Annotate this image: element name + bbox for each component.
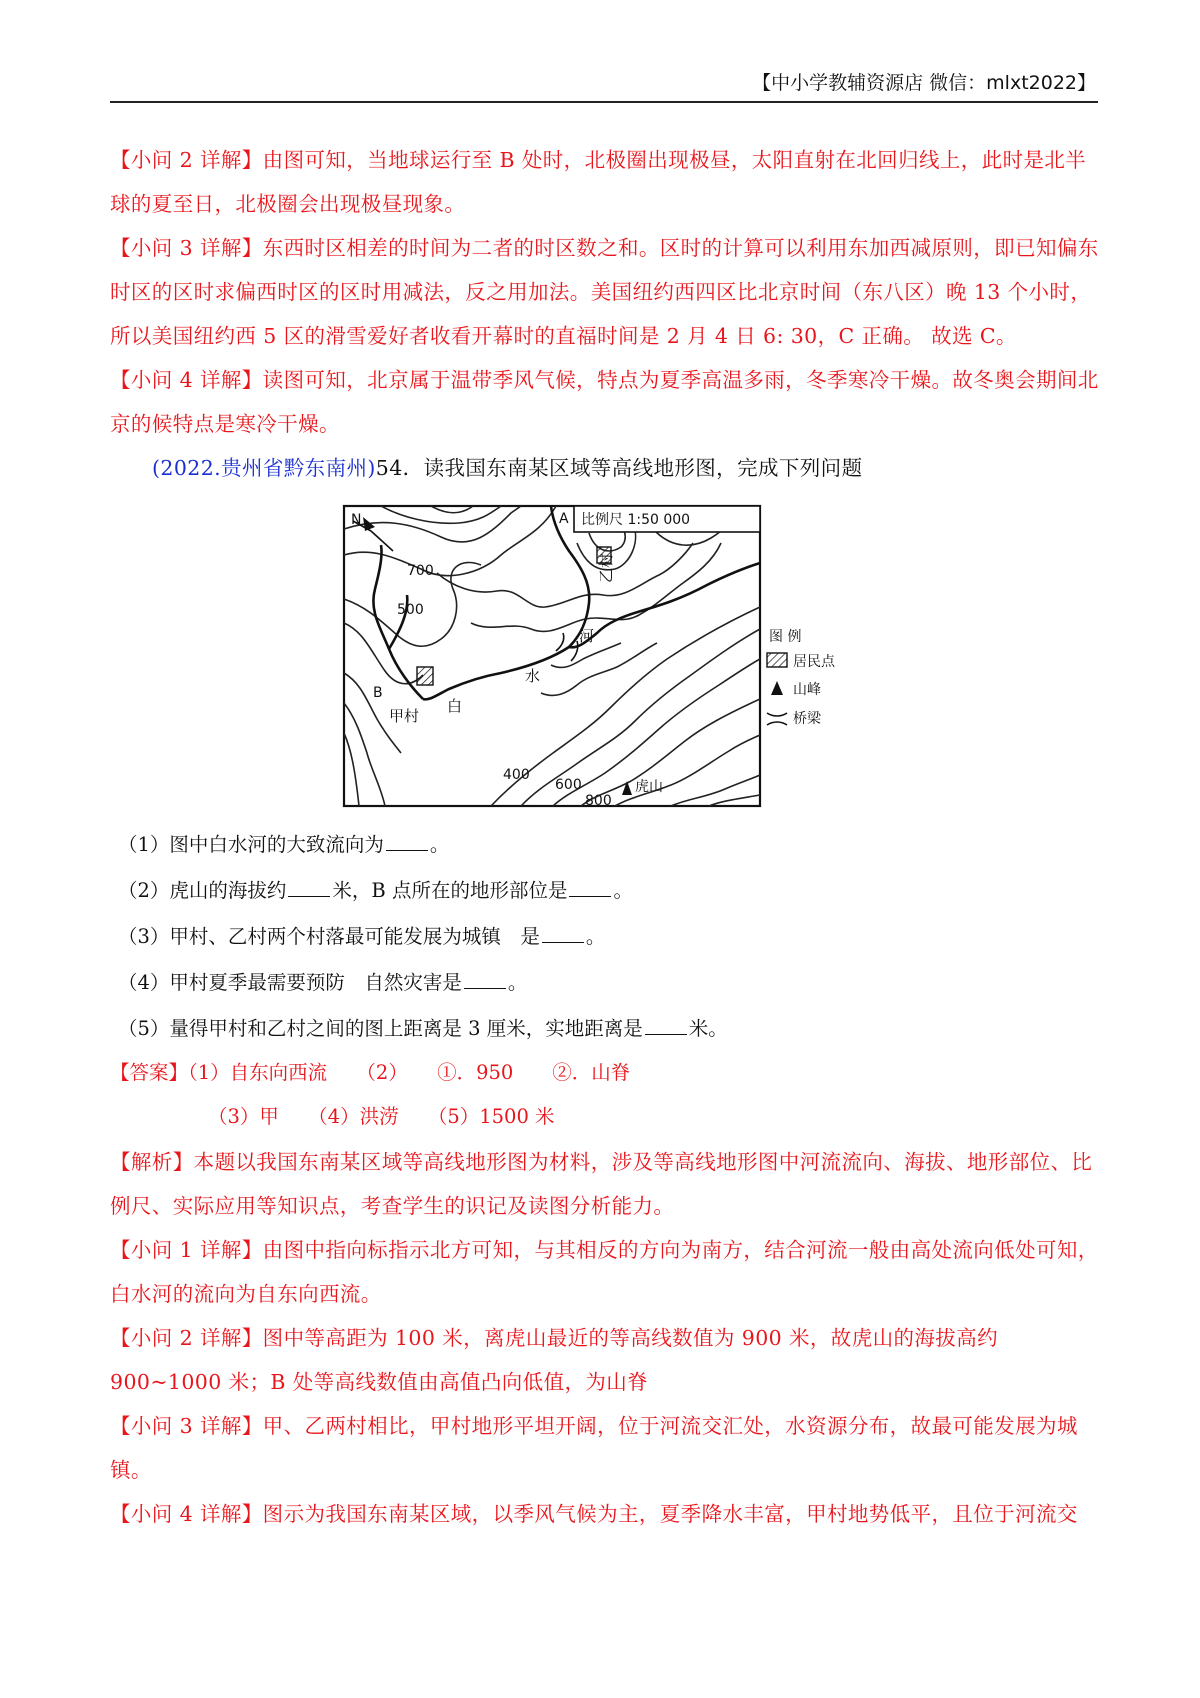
answer-blank bbox=[569, 878, 611, 897]
legend-bridge-label: 桥梁 bbox=[793, 711, 821, 727]
subquestion-4: （4）甲村夏季最需要预防 自然灾害是 。 bbox=[118, 971, 528, 994]
contour-map bbox=[341, 503, 872, 812]
answer-blank bbox=[386, 832, 428, 851]
detail-q2-paragraph-b: 【小问 2 详解】图中等高距为 100 米，离虎山最近的等高线数值为 900 米，故虎山的海拔高约 900~1000 米；B 处等高线数值由高值凸向低值，为山脊 bbox=[110, 1326, 998, 1394]
legend-peak-icon bbox=[771, 681, 783, 695]
contour-label-800: 800 bbox=[585, 793, 612, 809]
contour-label-700: 700 bbox=[407, 563, 434, 579]
river-char-bai: 白 bbox=[447, 697, 463, 715]
subquestion-5: （5）量得甲村和乙村之间的图上距离是 3 厘米，实地距离是 米。 bbox=[118, 1017, 728, 1040]
river-char-shui: 水 bbox=[525, 667, 541, 685]
answer-blank bbox=[645, 1016, 687, 1035]
detail-q4-paragraph: 【小问 4 详解】读图可知，北京属于温带季风气候，特点为夏季高温多雨，冬季寒冷干燥。故冬奥会期间北京的候特点是寒冷干燥。 bbox=[110, 368, 1099, 436]
question-heading bbox=[152, 446, 1092, 490]
detail-q2-paragraph: 【小问 2 详解】由图可知，当地球运行至 B 处时，北极圈出现极昼，太阳直射在北回归线上，此时是北半球的夏至日，北极圈会出现极昼现象。 bbox=[110, 148, 1087, 216]
contour-label-600: 600 bbox=[555, 777, 582, 793]
subquestion-2: （2）虎山的海拔约 米，B 点所在的地形部位是 。 bbox=[118, 879, 633, 902]
scale-label: 比例尺 1:50 000 bbox=[581, 512, 691, 528]
legend-settlement-swatch bbox=[767, 653, 787, 667]
scale-box bbox=[574, 506, 760, 532]
answer-line-1: 【答案】（1）自东向西流 （2） ①．950 ②．山脊 bbox=[110, 1061, 631, 1084]
page-header: 【中小学教辅资源店 微信：mlxt2022】 bbox=[752, 72, 1096, 94]
analysis-paragraph: 【解析】本题以我国东南某区域等高线地形图为材料，涉及等高线地形图中河流流向、海拔、地形部位、比例尺、实际应用等知识点，考查学生的识记及读图分析能力。 bbox=[110, 1150, 1093, 1218]
answer-blank bbox=[288, 878, 330, 897]
village-jia-label: 甲村 bbox=[389, 707, 420, 725]
legend-settlement-label: 居民点 bbox=[793, 654, 835, 670]
header-rule bbox=[110, 101, 1098, 103]
answer-line-2: （3）甲 （4）洪涝 （5）1500 米 bbox=[208, 1105, 555, 1128]
contour-label-500: 500 bbox=[397, 602, 424, 618]
question-source: (2022.贵州省黔东南州) bbox=[152, 456, 376, 480]
legend-title: 图 例 bbox=[769, 629, 802, 645]
detail-q1-paragraph: 【小问 1 详解】由图中指向标指示北方可知，与其相反的方向为南方，结合河流一般由高处流向低处可知，白水河的流向为自东向西流。 bbox=[110, 1238, 1099, 1306]
answer-blank bbox=[464, 970, 506, 989]
detail-q3-paragraph-b: 【小问 3 详解】甲、乙两村相比，甲村地形平坦开阔，位于河流交汇处，水资源分布，故最可能发展为城镇。 bbox=[110, 1414, 1078, 1482]
subquestion-1: （1）图中白水河的大致流向为 。 bbox=[118, 833, 450, 856]
map-legend bbox=[767, 629, 836, 727]
village-jia-marker bbox=[417, 667, 433, 685]
subquestion-3: （3）甲村、乙村两个村落最可能发展为城镇 是 。 bbox=[118, 925, 606, 948]
question-title: 54．读我国东南某区域等高线地形图，完成下列问题 bbox=[375, 456, 863, 480]
detail-q4-paragraph-b: 【小问 4 详解】图示为我国东南某区域，以季风气候为主，夏季降水丰富，甲村地势低平，且位于河流交 bbox=[110, 1502, 1078, 1526]
detail-q3-paragraph: 【小问 3 详解】东西时区相差的时间为二者的时区数之和。区时的计算可以利用东加西减原则，即已知偏东时区的区时求偏西时区的区时用减法，反之用加法。美国纽约西四区比北京时间（东八区）晚 13 个小时，所以美国纽约西 5 区的滑雪爱好者收看开幕时的直福时间是 2 月 4 日 6: 30，C 正确。 故选 C。 bbox=[110, 236, 1099, 348]
point-b-label: B bbox=[373, 685, 383, 701]
village-yi-label: 乙村 bbox=[597, 552, 615, 583]
legend-bridge-icon bbox=[767, 713, 787, 725]
point-a-label: A bbox=[559, 511, 569, 527]
peak-label: 虎山 bbox=[635, 779, 663, 795]
answer-blank bbox=[542, 924, 584, 943]
north-arrow-label: N bbox=[351, 512, 362, 528]
river-char-he: 河 bbox=[579, 627, 595, 645]
legend-peak-label: 山峰 bbox=[793, 682, 821, 698]
contour-label-400: 400 bbox=[503, 767, 530, 783]
